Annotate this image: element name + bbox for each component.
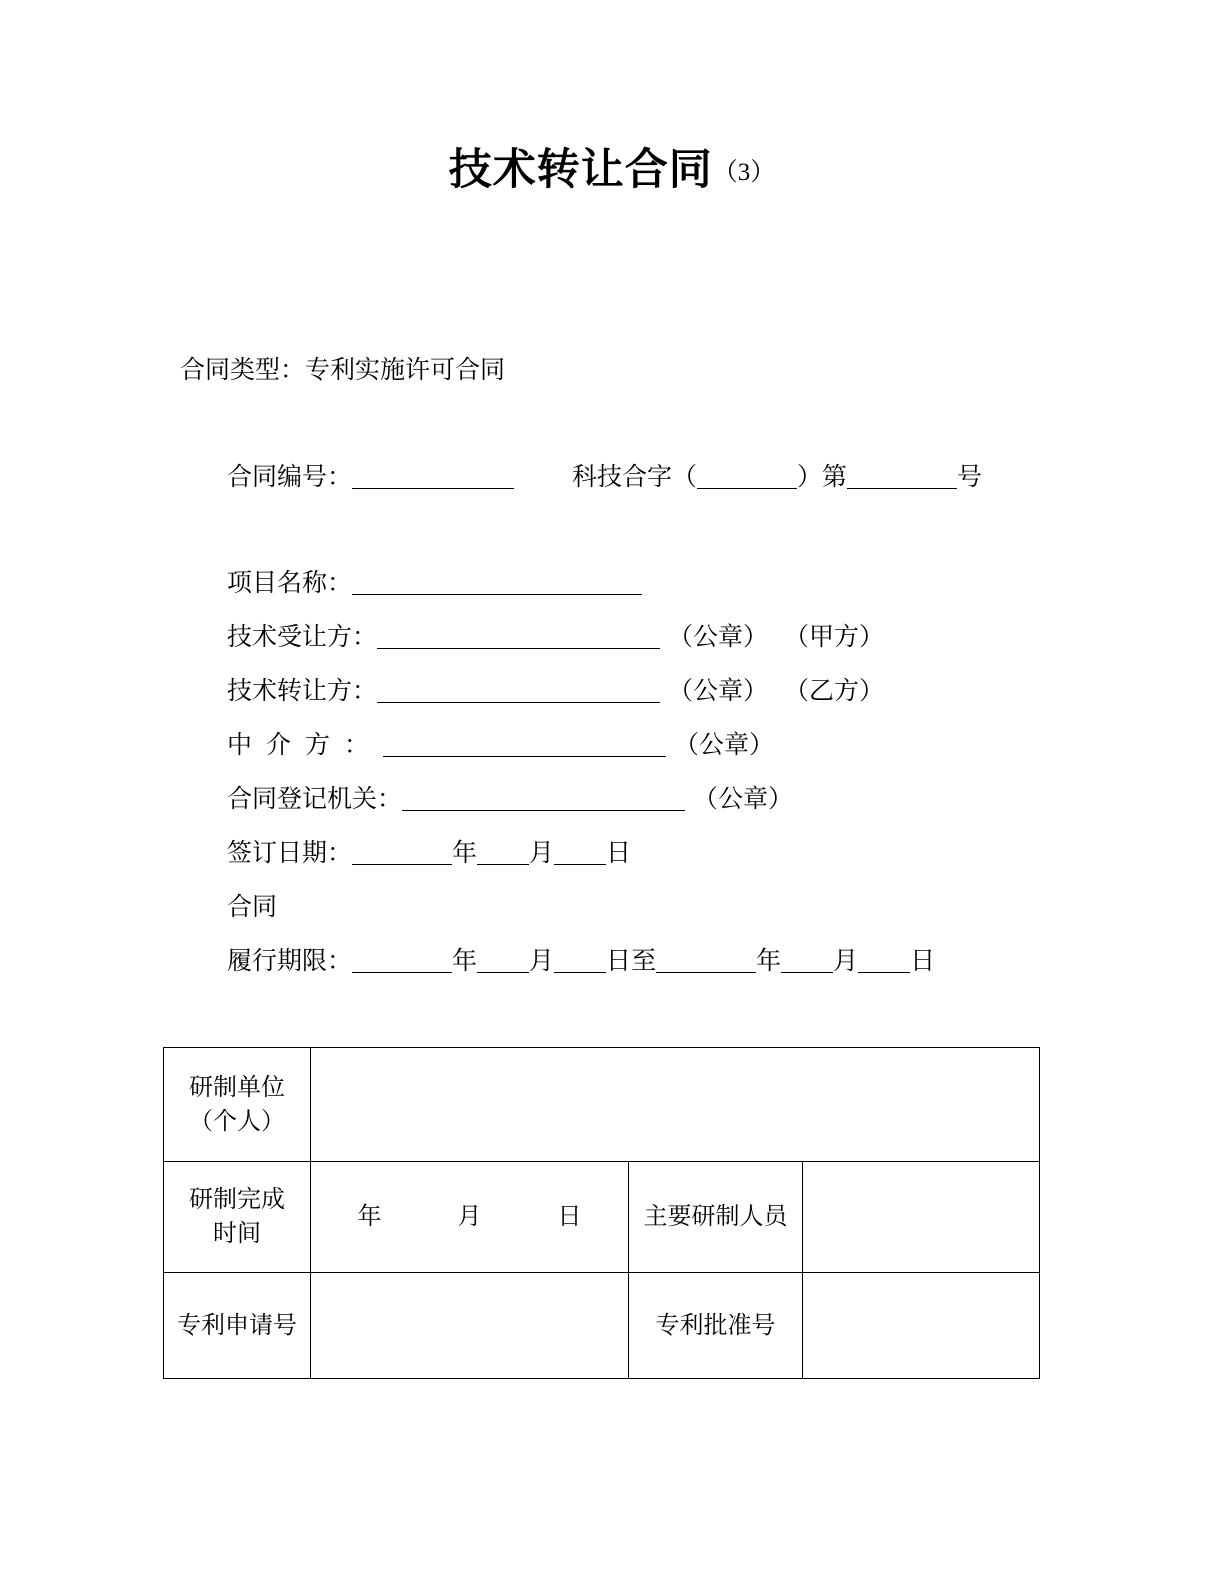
period-end-day-unit: 日: [910, 948, 936, 975]
project-name-label: 项目名称：: [227, 570, 353, 597]
page-title-text: 技术转让合同: [448, 145, 713, 195]
intermediary-label: 中介方：: [227, 732, 384, 759]
contract-word: 合同: [227, 894, 278, 921]
table-row: [164, 1162, 1040, 1273]
period-start-day-blank[interactable]: [554, 948, 606, 973]
registration-authority-blank[interactable]: [402, 786, 685, 811]
sign-date-day-blank[interactable]: [554, 840, 606, 865]
period-start-year-blank[interactable]: [352, 948, 452, 973]
period-start-day-unit: 日: [606, 948, 632, 975]
period-end-month-unit: 月: [833, 948, 859, 975]
period-end-year-unit: 年: [756, 948, 782, 975]
intermediary-blank[interactable]: [383, 732, 666, 757]
development-info-table: [163, 1047, 1040, 1379]
contract-type-line: 合同类型：专利实施许可合同: [180, 357, 506, 384]
contract-number-blank[interactable]: [352, 464, 514, 489]
party-b-mark: （乙方）: [784, 678, 885, 705]
transferor-label: 技术转让方：: [227, 678, 378, 705]
registry-code-mid: ）第: [797, 464, 848, 491]
patent-application-no-value-cell[interactable]: [311, 1273, 629, 1379]
transferor-seal-mark: （公章）: [668, 678, 769, 705]
transferee-blank[interactable]: [377, 624, 660, 649]
page-title-suffix: （3）: [712, 159, 776, 186]
developer-unit-label-cell: [164, 1048, 311, 1162]
contract-number-label: 合同编号：: [227, 464, 353, 491]
main-developers-value-cell[interactable]: [803, 1162, 1040, 1273]
period-start-month-unit: 月: [529, 948, 555, 975]
completion-time-label-cell: [164, 1162, 311, 1273]
sign-date-month-blank[interactable]: [477, 840, 529, 865]
completion-time-value-cell[interactable]: [311, 1162, 629, 1273]
sign-date-day-unit: 日: [606, 840, 632, 867]
completion-date-units: 年 月 日: [357, 1204, 608, 1230]
period-end-year-blank[interactable]: [656, 948, 756, 973]
main-developers-label-cell: 主要研制人员: [629, 1162, 803, 1273]
developer-unit-value-cell[interactable]: [311, 1048, 1040, 1162]
period-to: 至: [631, 948, 657, 975]
patent-application-no-label-cell: 专利申请号: [164, 1273, 311, 1379]
contract-word-line: [227, 891, 982, 945]
table-row: [164, 1273, 1040, 1379]
transferor-line: [227, 675, 982, 729]
registration-authority-line: [227, 783, 982, 837]
developer-unit-label-line2: （个人）: [189, 1108, 285, 1135]
registration-authority-label: 合同登记机关：: [227, 786, 403, 813]
registry-number-blank[interactable]: [847, 464, 957, 489]
sign-date-year-unit: 年: [452, 840, 478, 867]
registration-authority-seal-mark: （公章）: [693, 786, 794, 813]
transferee-label: 技术受让方：: [227, 624, 378, 651]
completion-time-label-line2: 时间: [213, 1221, 261, 1247]
transferee-line: [227, 621, 982, 675]
period-end-day-blank[interactable]: [858, 948, 910, 973]
contract-number-line: [227, 461, 982, 515]
project-name-line: [227, 567, 982, 621]
period-start-year-unit: 年: [452, 948, 478, 975]
intermediary-seal-mark: （公章）: [674, 732, 775, 759]
transferor-blank[interactable]: [377, 678, 660, 703]
registry-code-prefix: 科技合字（: [572, 464, 698, 491]
intermediary-line: [227, 729, 982, 783]
table-row: [164, 1048, 1040, 1162]
registry-code-suffix: 号: [957, 464, 983, 491]
period-end-month-blank[interactable]: [781, 948, 833, 973]
project-name-blank[interactable]: [352, 570, 642, 595]
sign-date-line: [227, 837, 982, 891]
sign-date-label: 签订日期：: [227, 840, 353, 867]
registry-code-blank[interactable]: [697, 464, 797, 489]
performance-period-line: [227, 945, 982, 999]
sign-date-month-unit: 月: [529, 840, 555, 867]
performance-period-label: 履行期限：: [227, 948, 353, 975]
transferee-seal-mark: （公章）: [668, 624, 769, 651]
contract-fields: [227, 461, 982, 999]
period-start-month-blank[interactable]: [477, 948, 529, 973]
page-title: [0, 136, 1224, 197]
completion-time-label-line1: 研制完成: [189, 1187, 285, 1213]
patent-approval-no-value-cell[interactable]: [803, 1273, 1040, 1379]
patent-approval-no-label-cell: 专利批准号: [629, 1273, 803, 1379]
developer-unit-label-line1: 研制单位: [189, 1074, 285, 1101]
party-a-mark: （甲方）: [784, 624, 885, 651]
sign-date-year-blank[interactable]: [352, 840, 452, 865]
